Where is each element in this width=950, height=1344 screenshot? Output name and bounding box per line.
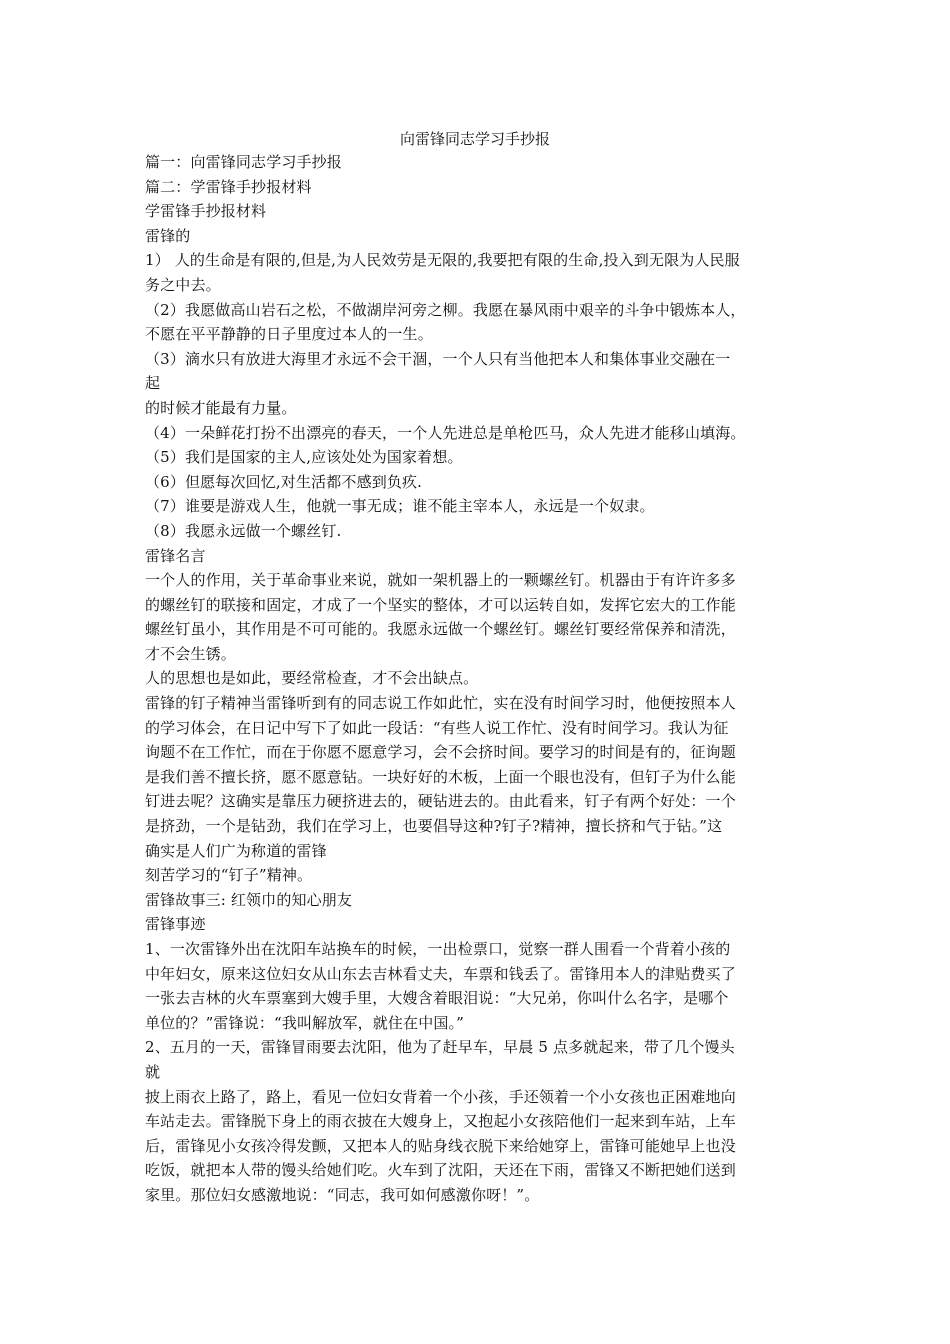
text-line: 篇二：学雷锋手抄报材料 [145,177,312,196]
text-line: 刻苦学习的“钉子”精神。 [145,866,313,885]
text-line: 一张去吉林的火车票塞到大嫂手里，大嫂含着眼泪说：“大兄弟，你叫什么名字，是哪个 [145,989,729,1008]
text-line: （4）一朵鲜花打扮不出漂亮的春天，一个人先进总是单枪匹马，众人先进才能移山填海。 [145,423,746,442]
text-line: 雷锋的 [145,226,191,245]
text-line: （3）滴水只有放进大海里才永远不会干涸，一个人只有当他把本人和集体事业交融在一 [145,349,731,368]
text-line: （7）谁要是游戏人生，他就一事无成；谁不能主宰本人，永远是一个奴隶。 [145,497,655,516]
text-line: 单位的？”雷锋说：“我叫解放军，就住在中国。” [145,1013,464,1032]
text-line: 是我们善不擅长挤，愿不愿意钻。一块好好的木板，上面一个眼也没有，但钉子为什么能 [145,767,736,786]
document-title: 向雷锋同志学习手抄报 [399,130,550,148]
text-line: 起 [145,374,161,393]
text-line: 家里。那位妇女感激地说：“同志，我可如何感激你呀！”。 [145,1185,540,1204]
text-line: 是挤劲，一个是钻劲，我们在学习上，也要倡导这种?钉子?精神，擅长挤和气于钻。”这 [145,817,723,836]
text-line: 车站走去。雷锋脱下身上的雨衣披在大嫂身上，又抱起小女孩陪他们一起来到车站，上车 [145,1112,736,1131]
text-line: （2）我愿做高山岩石之松，不做湖岸河旁之柳。我愿在暴风雨中艰辛的斗争中锻炼本人， [145,300,746,319]
text-line: 的学习体会，在日记中写下了如此一段话：“有些人说工作忙、没有时间学习。我认为征 [145,718,729,737]
text-line: 雷锋故事三: 红领巾的知心朋友 [145,890,353,909]
text-line: 披上雨衣上路了，路上，看见一位妇女背着一个小孩，手还领着一个小女孩也正困难地向 [145,1087,736,1106]
text-line: 询题不在工作忙，而在于你愿不愿意学习，会不会挤时间。要学习的时间是有的，征询题 [145,743,736,762]
text-line: （8）我愿永远做一个螺丝钉. [145,521,342,540]
text-line: 雷锋事迹 [145,915,206,934]
text-line: 篇一：向雷锋同志学习手抄报 [145,153,342,171]
text-line: 务之中去。 [145,275,221,294]
text-line: 2、五月的一天，雷锋冒雨要去沈阳，他为了赶早车，早晨 5 点多就起来，带了几个馒头 [145,1038,735,1057]
text-line: （6）但愿每次回忆,对生活都不感到负疚. [145,472,423,491]
text-line: （5）我们是国家的主人,应该处处为国家着想。 [145,448,463,467]
text-line: 螺丝钉虽小，其作用是不可可能的。我愿永远做一个螺丝钉。螺丝钉要经常保养和清洗， [145,620,736,639]
text-line: 1、一次雷锋外出在沈阳车站换车的时候，一出检票口，觉察一群人围看一个背着小孩的 [145,940,731,958]
text-line: 的螺丝钉的联接和固定，才成了一个坚实的整体，才可以运转自如，发挥它宏大的工作能 [145,595,736,614]
text-line: 的时候才能最有力量。 [145,398,297,417]
text-line: 就 [145,1062,161,1081]
document-body [145,150,810,1208]
text-line: 1） 人的生命是有限的,但是,为人民效劳是无限的,我要把有限的生命,投入到无限为人民服 [145,251,740,270]
text-line: 钉进去呢？这确实是靠压力硬挤进去的，硬钻进去的。由此看来，钉子有两个好处：一个 [145,792,736,811]
text-line: 人的思想也是如此，要经常检查，才不会出缺点。 [145,669,479,688]
text-line: 才不会生锈。 [145,644,236,663]
text-line: 后，雷锋见小女孩冷得发颤，又把本人的贴身线衣脱下来给她穿上，雷锋可能她早上也没 [145,1136,736,1155]
text-line: 中年妇女，原来这位妇女从山东去吉林看丈夫，车票和钱丢了。雷锋用本人的津贴费买了 [145,964,736,983]
text-line: 一个人的作用，关于革命事业来说，就如一架机器上的一颗螺丝钉。机器由于有许许多多 [145,571,736,590]
text-line: 确实是人们广为称道的雷锋 [145,841,327,860]
text-line: 吃饭，就把本人带的馒头给她们吃。火车到了沈阳，天还在下雨，雷锋又不断把她们送到 [145,1161,736,1180]
text-line: 雷锋的钉子精神当雷锋听到有的同志说工作如此忙，实在没有时间学习时，他便按照本人 [145,694,736,713]
text-line: 不愿在平平静静的日子里度过本人的一生。 [145,325,433,344]
text-line: 学雷锋手抄报材料 [145,202,267,221]
text-line: 雷锋名言 [145,546,206,565]
